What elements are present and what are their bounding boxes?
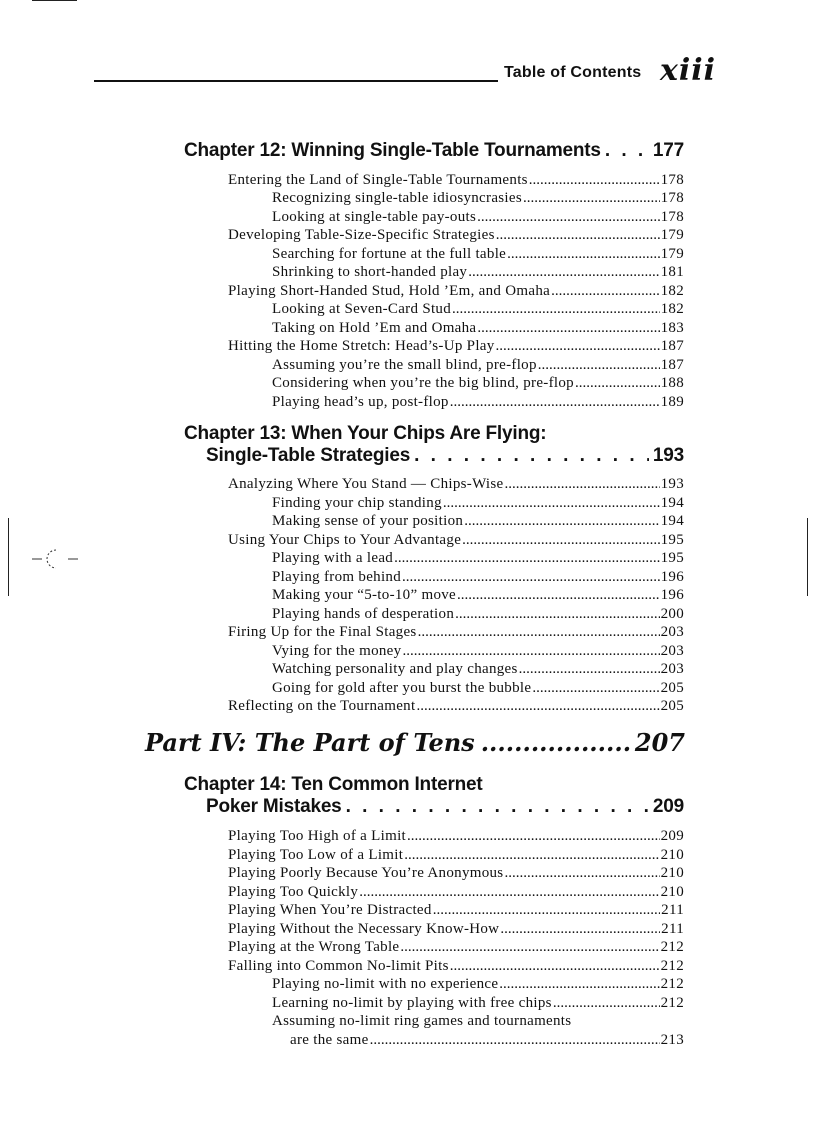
toc-entry[interactable]: Playing head’s up, post-flop ..... 189 — [272, 393, 684, 412]
toc-entry[interactable]: Playing at the Wrong Table ..... 212 — [228, 938, 684, 957]
toc-entry[interactable]: Playing Too High of a Limit ..... 209 — [228, 827, 684, 846]
chapter-13-heading — [184, 423, 684, 467]
toc-entry[interactable]: Assuming you’re the small blind, pre-flop ..... 187 — [272, 356, 684, 375]
toc-entry[interactable]: Reflecting on the Tournament ..... 205 — [228, 697, 684, 716]
running-head-title: Table of Contents — [504, 64, 642, 81]
chapter-page: 177 — [652, 140, 684, 161]
toc-entry[interactable]: Playing Without the Necessary Know-How ..... 211 — [228, 920, 684, 939]
chapter-12-heading — [184, 140, 684, 162]
toc-entry[interactable]: Searching for fortune at the full table ..... 179 — [272, 245, 684, 264]
toc-entry[interactable]: Analyzing Where You Stand — Chips-Wise ..... 193 — [228, 475, 684, 494]
crop-mark-left — [8, 518, 9, 596]
toc-entry[interactable]: Making your “5-to-10” move ..... 196 — [272, 586, 684, 605]
toc-entry[interactable]: Considering when you’re the big blind, pre-flop ..... 188 — [272, 374, 684, 393]
part-page: 207 — [634, 728, 685, 757]
toc-entry[interactable]: Playing Poorly Because You’re Anonymous ..... 210 — [228, 864, 684, 883]
crop-mark-right — [807, 518, 808, 596]
toc-entry[interactable]: Playing no-limit with no experience ..... 212 — [272, 975, 684, 994]
toc-entry[interactable]: Shrinking to short-handed play ..... 181 — [272, 263, 684, 282]
dot-leader — [346, 796, 649, 818]
toc-entry[interactable]: Taking on Hold ’Em and Omaha ..... 183 — [272, 319, 684, 338]
page-folio: xiii — [660, 53, 717, 88]
running-head-rule — [94, 80, 498, 82]
toc-entry[interactable]: Playing hands of desperation ..... 200 — [272, 605, 684, 624]
toc-entry[interactable]: Finding your chip standing ..... 194 — [272, 494, 684, 513]
toc-entry[interactable]: Using Your Chips to Your Advantage ..... 195 — [228, 531, 684, 550]
toc-entry[interactable]: Learning no-limit by playing with free chips ..... 212 — [272, 994, 684, 1013]
toc-entry[interactable]: Assuming no-limit ring games and tournaments — [272, 1013, 572, 1029]
toc-entry[interactable]: Entering the Land of Single-Table Tournaments ..... 178 — [228, 171, 684, 190]
chapter-title-line2: Poker Mistakes — [206, 796, 342, 817]
crop-mark-top — [32, 0, 77, 1]
chapter-title-line1: Chapter 13: When Your Chips Are Flying: — [184, 423, 547, 444]
toc-entry[interactable]: Playing with a lead ..... 195 — [272, 549, 684, 568]
toc-entry[interactable]: Looking at Seven-Card Stud ..... 182 — [272, 300, 684, 319]
toc-entry[interactable]: Playing Too Quickly ..... 210 — [228, 883, 684, 902]
toc-entry[interactable]: Going for gold after you burst the bubble ..... 205 — [272, 679, 684, 698]
toc-entry[interactable]: Making sense of your position ..... 194 — [272, 512, 684, 531]
part-4-heading[interactable] — [145, 728, 685, 758]
chapter-14-heading — [184, 774, 684, 818]
toc-entry[interactable]: Falling into Common No-limit Pits ..... 212 — [228, 957, 684, 976]
toc-entry[interactable]: Watching personality and play changes ..... 203 — [272, 660, 684, 679]
toc-entry[interactable]: Firing Up for the Final Stages ..... 203 — [228, 623, 684, 642]
toc-entry[interactable]: Playing from behind ..... 196 — [272, 568, 684, 587]
dot-leader — [605, 140, 649, 162]
toc-entry[interactable]: Developing Table-Size-Specific Strategies ..... 179 — [228, 226, 684, 245]
toc-entry[interactable]: Playing Too Low of a Limit ..... 210 — [228, 846, 684, 865]
toc-entry[interactable]: Playing When You’re Distracted ..... 211 — [228, 901, 684, 920]
toc-entry[interactable]: Playing Short-Handed Stud, Hold ’Em, and Omaha ..... 182 — [228, 282, 684, 301]
toc-entry[interactable]: Hitting the Home Stretch: Head’s-Up Play ..... 187 — [228, 337, 684, 356]
part-title: Part IV: The Part of Tens — [145, 728, 475, 757]
registration-mark-icon — [30, 546, 82, 572]
chapter-page: 193 — [652, 445, 684, 466]
toc-entry[interactable]: Looking at single-table pay-outs ..... 178 — [272, 208, 684, 227]
chapter-page: 209 — [652, 796, 684, 817]
chapter-title: Chapter 12: Winning Single-Table Tournaments — [184, 140, 601, 161]
dot-leader — [414, 445, 649, 467]
dot-leader — [481, 728, 633, 757]
toc-entry[interactable]: are the same ..... 213 — [290, 1031, 684, 1050]
chapter-title-line1: Chapter 14: Ten Common Internet — [184, 774, 483, 795]
toc-entry[interactable]: Recognizing single-table idiosyncrasies ..... 178 — [272, 189, 684, 208]
toc-entry[interactable]: Vying for the money ..... 203 — [272, 642, 684, 661]
chapter-title-line2: Single-Table Strategies — [206, 445, 411, 466]
